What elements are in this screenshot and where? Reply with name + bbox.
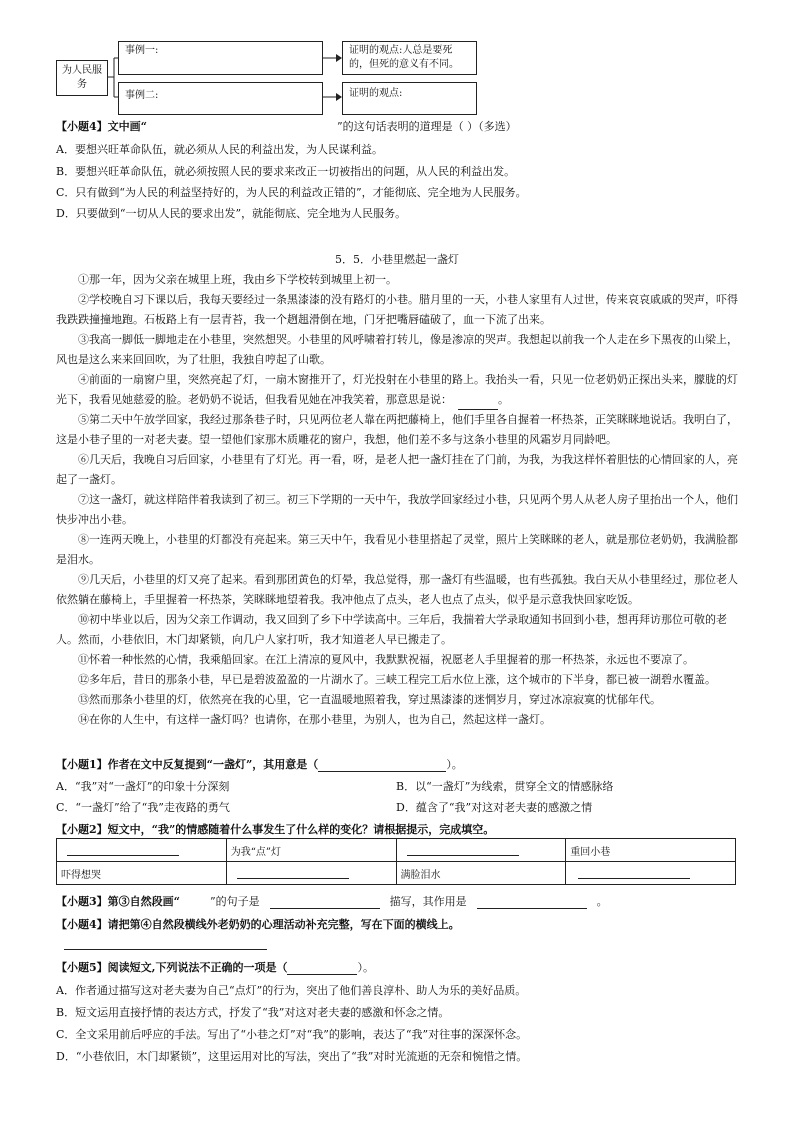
prev-q4-stem: 【小题4】文中画“ ”的这句话表明的道理是（ ）（多选）	[56, 120, 517, 133]
diagram-example-1: 事例一:	[118, 41, 323, 75]
q1-stem: 【小题1】作者在文中反复提到“一盏灯”，其用意是（ ）。	[56, 758, 463, 771]
q5-option-b[interactable]: B．短文运用直接抒情的表达方式，抒发了“我”对这对老夫妻的感激和怀念之情。	[56, 1006, 450, 1019]
q2-cell-r1c1[interactable]	[57, 839, 227, 862]
diagram-example-2: 事例二:	[118, 82, 323, 115]
paragraph-8: ⑧一连两天晚上，小巷里的灯都没有亮起来。第三天中午，我看见小巷里搭起了灵堂，照片上笑眯眯的老人，就是那位老奶奶，我满脸都是泪水。	[56, 533, 738, 566]
diagram-root: 为人民服务	[56, 60, 108, 96]
paragraph-11: ⑪怀着一种怅然的心情，我乘船回家。在江上清凉的夏风中，我默默祝福，祝愿老人手里握着的那一杯热茶，永远也不要凉了。	[78, 653, 694, 666]
q2-cell-r2c4[interactable]	[566, 862, 736, 885]
q4-stem: 【小题4】请把第④自然段横线外老奶奶的心理活动补充完整，写在下面的横线上。	[56, 918, 460, 931]
q5-option-c[interactable]: C．全文采用前后呼应的手法。写出了“小巷之灯”对“我”的影响，表达了“我”对往事的深深怀念。	[56, 1028, 528, 1041]
paragraph-7: ⑦这一盏灯，就这样陪伴着我读到了初三。初三下学期的一天中午，我放学回家经过小巷，只见两个男人从老人房子里抬出一个人，他们快步冲出小巷。	[56, 493, 738, 526]
paragraph-5: ⑤第二天中午放学回家，我经过那条巷子时，只见两位老人靠在两把藤椅上，他们手里各自握着一杯热茶，正笑眯眯地说话。我明白了，这是小巷子里的一对老夫妻。望一望他们家那木质雕花的窗户，我想，他们差不多与这条小巷里的风霜岁月同龄吧。	[56, 413, 738, 446]
q2-stem: 【小题2】短文中，“我”的情感随着什么事发生了什么样的变化？请根据提示，完成填空。	[56, 823, 495, 836]
q1-answer-blank[interactable]	[318, 759, 446, 772]
q1-option-c[interactable]: C．“一盏灯”给了“我”走夜路的勇气	[56, 801, 230, 814]
paragraph-2: ②学校晚自习下课以后，我每天要经过一条黑漆漆的没有路灯的小巷。腊月里的一天，小巷人家里有人过世，传来哀哀戚戚的哭声，吓得我跌跌撞撞地跑。石板路上有一层青苔，我一个趔趄滑倒在地，门牙把嘴唇磕破了，血一下流了出来。	[56, 293, 738, 326]
q5-answer-blank[interactable]	[287, 962, 357, 975]
q2-fill-table	[56, 838, 736, 885]
q2-cell-r2c2[interactable]	[226, 862, 396, 885]
prev-q4-option-d[interactable]: D．只要做到“一切从人民的要求出发”，就能彻底、完全地为人民服务。	[56, 207, 407, 220]
paragraph-14: ⑭在你的人生中，有这样一盏灯吗？也请你，在那小巷里，为别人，也为自己，然起这样一盏灯。	[78, 713, 551, 726]
prev-q4-option-c[interactable]: C．只有做到“为人民的利益坚持好的，为人民的利益改正错的”，才能彻底、完全地为人民服务。	[56, 186, 527, 199]
q2-cell-r2c1: 吓得想哭	[57, 862, 227, 885]
q3-blank-1[interactable]	[270, 896, 380, 909]
q5-stem: 【小题5】阅读短文,下列说法不正确的一项是（ ）。	[56, 961, 374, 974]
paragraph-4: ④前面的一扇窗户里，突然亮起了灯，一扇木窗推开了，灯光投射在小巷里的路上。我抬头一看，只见一位老奶奶正探出头来，朦胧的灯光下，我看见她慈爱的脸。老奶奶不说话，但我看见她在冲我笑着，那意思是说： 。	[56, 370, 738, 410]
q1-option-a[interactable]: A．“我”对“一盏灯”的印象十分深刻	[56, 780, 230, 793]
diagram-view-1: 证明的观点:人总是要死的，但死的意义有不同。	[342, 41, 477, 75]
q5-option-a[interactable]: A．作者通过描写这对老夫妻为自己“点灯”的行为，突出了他们善良淳朴、助人为乐的美好品质。	[56, 984, 527, 997]
q2-cell-r1c2: 为我“点”灯	[226, 839, 396, 862]
article-title: 5．5．小巷里燃起一盏灯	[335, 253, 459, 266]
diagram-view-2: 证明的观点:	[342, 82, 477, 115]
q4-answer-line[interactable]	[64, 949, 267, 950]
paragraph-4-blank[interactable]	[458, 397, 498, 410]
q1-option-b[interactable]: B．以“一盏灯”为线索，贯穿全文的情感脉络	[396, 780, 614, 793]
prev-q4-option-b[interactable]: B．要想兴旺革命队伍，就必须按照人民的要求来改正一切被指出的问题，从人民的利益出发。	[56, 165, 516, 178]
paragraph-6: ⑥几天后，我晚自习后回家，小巷里有了灯光。再一看，呀，是老人把一盏灯挂在了门前，为我，为我这样怀着胆怯的心情回家的人，亮起了一盏灯。	[56, 453, 738, 486]
paragraph-3: ③我高一脚低一脚地走在小巷里，突然想哭。小巷里的风呼啸着打转儿，像是渗凉的哭声。我想起以前我一个人走在乡下黑夜的山梁上，风也是这么来来回回吹，为了壮胆，我独自哼起了山歌。	[56, 333, 738, 366]
paragraph-13: ⑬然而那条小巷里的灯，依然亮在我的心里，它一直温暖地照着我，穿过黑漆漆的迷惘岁月，穿过冰凉寂寞的忧郁年代。	[78, 693, 661, 706]
paragraph-9: ⑨几天后，小巷里的灯又亮了起来。看到那团黄色的灯晕，我总觉得，那一盏灯有些温暖，也有些孤独。我白天从小巷里经过，那位老人依然躺在藤椅上，手里握着一杯热茶，笑眯眯地望着我。我冲他点了点头，老人也点了点头，似乎是示意我快回家吃饭。	[56, 573, 738, 606]
q2-cell-r1c3[interactable]	[396, 839, 566, 862]
q2-cell-r2c3: 满脸泪水	[396, 862, 566, 885]
q5-option-d[interactable]: D．“小巷依旧，木门却紧锁”，这里运用对比的写法，突出了“我”对时光流逝的无奈和惋惜之情。	[56, 1050, 528, 1063]
q1-option-d[interactable]: D．蕴含了“我”对这对老夫妻的感激之情	[396, 801, 593, 814]
paragraph-12: ⑫多年后，昔日的那条小巷，早已是碧波盈盈的一片湖水了。三峡工程完工后水位上涨，这个城市的下半身，都已被一湖碧水覆盖。	[78, 673, 716, 686]
q3-blank-2[interactable]	[477, 896, 587, 909]
prev-q4-option-a[interactable]: A．要想兴旺革命队伍，就必须从人民的利益出发，为人民谋利益。	[56, 143, 383, 156]
paragraph-1: ①那一年，因为父亲在城里上班，我由乡下学校转到城里上初一。	[78, 273, 397, 286]
paragraph-10: ⑩初中毕业以后，因为父亲工作调动，我又回到了乡下中学读高中。三年后，我揣着大学录取通知书回到小巷，想再拜访那位可敬的老人。然而，小巷依旧，木门却紧锁，向几户人家打听，我才知道老人早已搬走了。	[56, 613, 727, 646]
q2-cell-r1c4: 重回小巷	[566, 839, 736, 862]
q3-stem: 【小题3】第③自然段画“ ”的句子是 描写，其作用是 。	[56, 895, 608, 908]
